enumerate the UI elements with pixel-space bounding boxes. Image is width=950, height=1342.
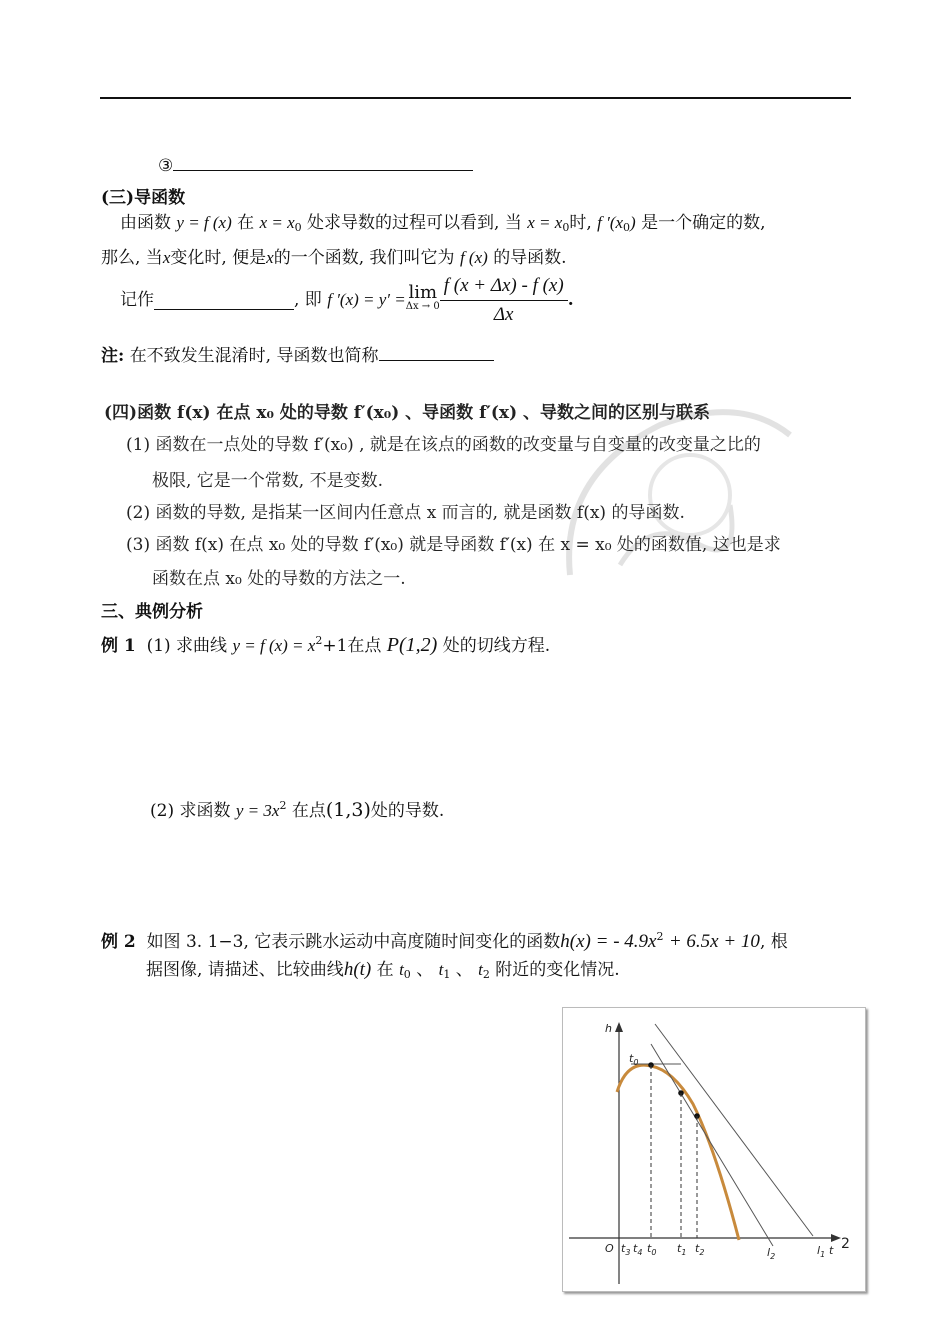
difference-quotient: $\frac{f (x + \Delta x) - f (x)}{\Delta x}$ [440,274,568,327]
y-axis-label: h [605,1022,612,1035]
point-2: (2) 函数的导数, 是指某一区间内任意点 x 而言的, 就是函数 f(x) 的导函数. [126,503,685,523]
watermark-seal [540,395,800,595]
note: 注: 在不致发生混淆时, 导函数也简称 [101,342,494,368]
tangent-l1 [655,1024,813,1236]
section-heading-comparison: (四)函数 f(x) 在点 x₀ 处的导数 f′(x₀) 、导函数 f′(x) 、导数之间的区别与联系 [104,403,711,423]
notation-blank[interactable] [154,291,294,310]
point-1-line-2: 极限, 它是一个常数, 不是变数. [152,471,384,491]
tangent-l2 [651,1044,773,1246]
example-2-line-1: 例 2 如图 3. 1−3, 它表示跳水运动中高度随时间变化的函数h(x) = - $4.9x^2 + 6.5x + 10$, 根 [101,930,788,952]
height-time-figure [562,1007,866,1292]
answer-blank[interactable] [173,152,473,171]
note-blank[interactable] [379,342,494,361]
example-1-question-1: 例 1 (1) 求曲线 y = f $(x) = x^2+1$在点 P(1,2) 处的切线方程. [101,634,551,656]
point-1-line-1: (1) 函数在一点处的导数 f′(x₀) , 就是在该点的函数的改变量与自变量的改变量之比的 [126,435,761,455]
example-2-line-2: 据图像, 请描述、比较曲线h(t) 在 $t_0$ 、 $t_1$ 、 $t_2$ 附近的变化情况. [146,959,620,981]
point-3-line-1: (3) 函数 f(x) 在点 x₀ 处的导数 f′(x₀) 就是导函数 f′(x) 在 x = x₀ 处的函数值, 这也是求 [126,535,781,555]
item-marker: ③ [158,156,174,176]
line-label-l1: $l_1$ [817,1244,826,1259]
section-heading-derivative-function: (三)导函数 [101,188,186,208]
tick-label-t1: $t_1$ [677,1242,687,1257]
height-curve [617,1065,739,1240]
x-axis-label: t [829,1244,834,1257]
point-3-line-2: 函数在点 x₀ 处的导数的方法之一. [152,569,406,589]
origin-label: O [605,1242,614,1255]
blank-item-3 [158,152,473,178]
top-label-t0: $t_0$ [629,1052,639,1067]
paragraph-notation: 记作 , 即 f ′(x) = y′ = lim Δx → 0 $\frac{f (x + \Delta x) - f (x)}{\Delta x}$ . [120,274,574,325]
tick-label-t2: $t_2$ [695,1242,705,1257]
example-1-question-2: (2) 求函数 $y = 3x^2$ 在点(1,3)处的导数. [150,799,445,821]
paragraph-1: 由函数 y = f (x) 在 $x = x_0$ 处求导数的过程可以看到, 当 $x = x_0$时, f $'(x_0)$ 是一个确定的数, [120,213,766,234]
line-label-l2: $l_2$ [767,1246,776,1261]
x-axis-arrow-icon [831,1234,841,1242]
tick-label-t4: $t_4$ [633,1242,643,1257]
corner-number: 2 [841,1236,850,1252]
top-rule [100,97,851,99]
y-axis-arrow-icon [615,1022,623,1032]
part-heading-examples: 三、典例分析 [101,602,203,622]
tick-label-t3: $t_3$ [621,1242,631,1257]
tick-label-t0: $t_0$ [647,1242,657,1257]
limit-symbol: lim Δx → 0 [405,282,440,312]
paragraph-2: 那么, 当x变化时, 便是x的一个函数, 我们叫它为 f (x) 的导函数. [101,248,567,268]
